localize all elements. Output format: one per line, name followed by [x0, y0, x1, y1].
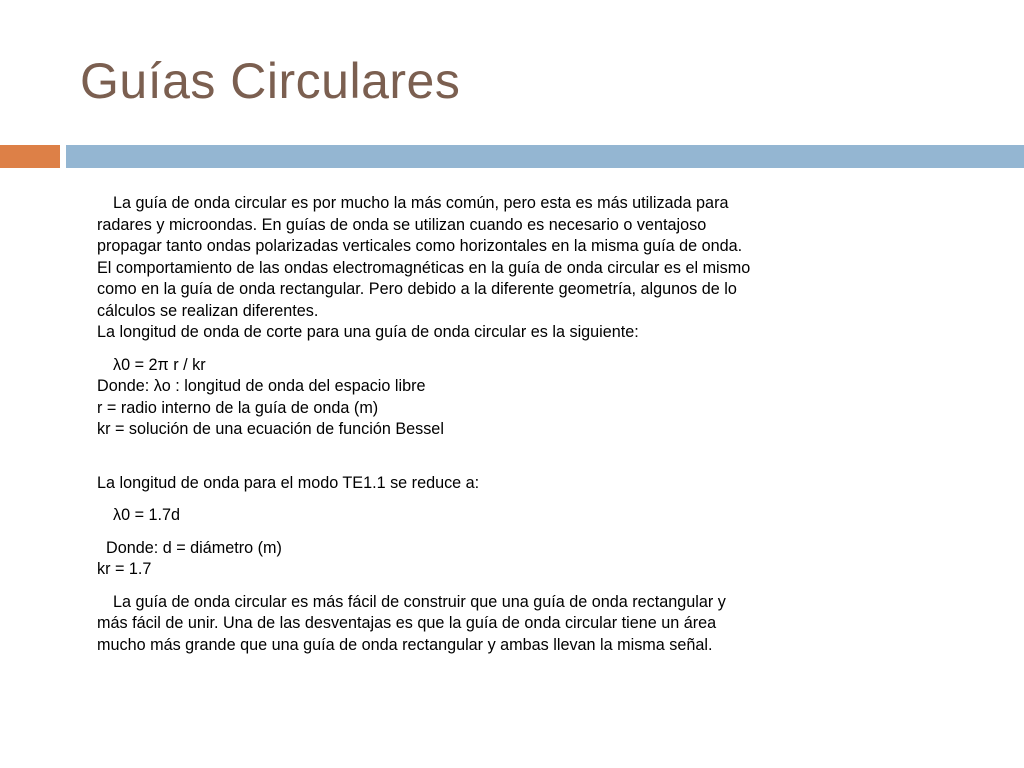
definition-line: Donde: λo : longitud de onda del espacio libre — [97, 377, 426, 395]
slide-title: Guías Circulares — [80, 53, 461, 109]
text-line: El comportamiento de las ondas electromagnéticas en la guía de onda circular es el mismo — [97, 258, 751, 277]
formula-te-mode: λ0 = 1.7d — [113, 506, 181, 524]
definition-line: Donde: d = diámetro (m) — [106, 538, 282, 557]
definition-line: kr = 1.7 — [97, 560, 152, 578]
text-line: propagar tanto ondas polarizadas verticales como horizontales en la misma guía de onda. — [97, 237, 743, 255]
text-line: cálculos se realizan diferentes. — [97, 301, 319, 320]
paragraph-intro — [97, 193, 927, 344]
te-mode-text: La longitud de onda para el modo TE1.1 se reduce a: — [97, 473, 480, 492]
text-line: La longitud de onda de corte para una guía de onda circular es la siguiente: — [97, 323, 639, 341]
slide-body — [97, 193, 927, 656]
text-line: más fácil de unir. Una de las desventajas es que la guía de onda circular tiene un área — [97, 614, 717, 632]
accent-bar-blue — [66, 145, 1024, 168]
definitions-list-te — [97, 538, 927, 581]
text-line: mucho más grande que una guía de onda rectangular y ambas llevan la misma señal. — [97, 635, 713, 654]
definition-line: r = radio interno de la guía de onda (m) — [97, 398, 379, 417]
formula-cutoff-wavelength: λ0 = 2π r / kr — [113, 355, 206, 374]
text-line: La guía de onda circular es por mucho la más común, pero esta es más utilizada para — [113, 194, 729, 212]
definition-line: kr = solución de una ecuación de función Bessel — [97, 420, 444, 438]
text-line: La guía de onda circular es más fácil de construir que una guía de onda rectangular y — [113, 592, 726, 611]
text-line: como en la guía de onda rectangular. Pero debido a la diferente geometría, algunos de lo — [97, 280, 737, 298]
text-line: radares y microondas. En guías de onda se utilizan cuando es necesario o ventajoso — [97, 215, 707, 234]
paragraph-conclusion — [97, 592, 927, 657]
accent-bar-orange — [0, 145, 60, 168]
definitions-list — [97, 376, 927, 441]
